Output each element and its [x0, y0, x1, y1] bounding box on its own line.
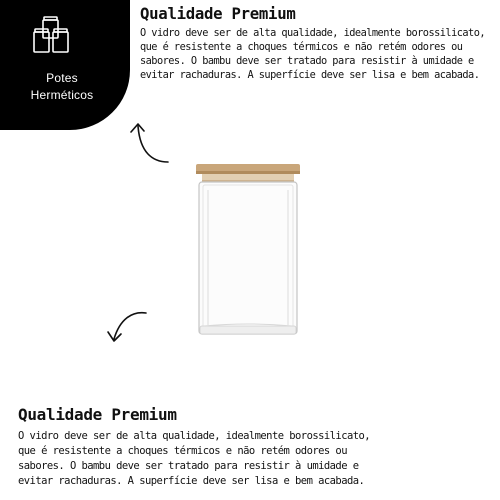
bottom-description-line: sabores. O bambu deve ser tratado para resistir à umidade e	[18, 460, 359, 472]
badge-label-line1: Potes	[46, 71, 78, 85]
top-heading: Qualidade Premium	[140, 4, 296, 23]
top-description	[140, 26, 485, 82]
bottom-description-line: O vidro deve ser de alta qualidade, idealmente borossilicato,	[18, 430, 371, 442]
top-description-line: evitar rachaduras. A superfície deve ser lisa e bem acabada.	[140, 69, 480, 81]
top-description-line: que é resistente a choques térmicos e não retém odores ou	[140, 41, 463, 53]
bottom-heading: Qualidade Premium	[18, 405, 177, 424]
glass-jar-with-bamboo-lid-image	[192, 160, 304, 340]
badge-label	[12, 70, 112, 104]
category-badge	[0, 0, 130, 130]
bottom-description	[18, 429, 370, 489]
top-description-line: sabores. O bambu deve ser tratado para resistir à umidade e	[140, 55, 474, 67]
top-description-line: O vidro deve ser de alta qualidade, idealmente borossilicato,	[140, 27, 486, 39]
badge-label-line2: Herméticos	[30, 88, 94, 102]
jars-icon	[30, 12, 74, 56]
bottom-description-line: que é resistente a choques térmicos e não retém odores ou	[18, 445, 347, 457]
curved-arrow-down-icon	[104, 305, 152, 347]
bottom-description-line: evitar rachaduras. A superfície deve ser lisa e bem acabada.	[18, 475, 365, 487]
curved-arrow-up-icon	[126, 118, 174, 168]
